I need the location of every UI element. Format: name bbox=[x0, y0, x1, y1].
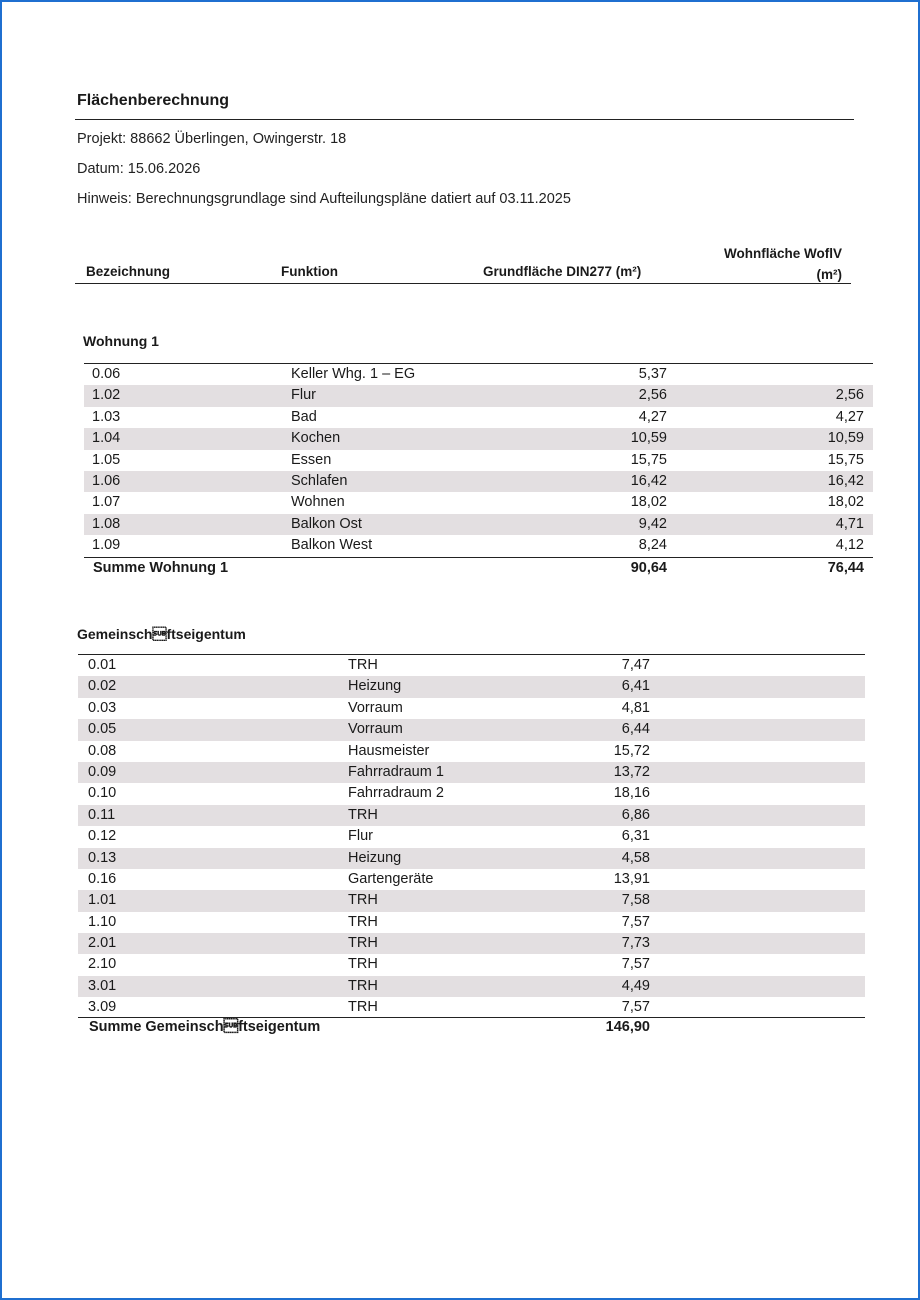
table-row bbox=[84, 471, 873, 492]
sum-label: Summe Gemeinschftseigentum bbox=[89, 1019, 321, 1035]
column-header-bezeichnung: Bezeichnung bbox=[86, 264, 171, 279]
cell-wohnflaeche: 10,59 bbox=[827, 430, 864, 447]
table-row bbox=[78, 976, 865, 997]
cell-bezeichnung: 1.08 bbox=[92, 515, 121, 532]
table-row bbox=[78, 826, 865, 847]
cell-grundflaeche: 15,72 bbox=[613, 742, 650, 759]
table-row bbox=[84, 535, 873, 556]
table-row bbox=[84, 385, 873, 406]
cell-grundflaeche: 4,58 bbox=[621, 849, 650, 866]
cell-bezeichnung: 0.09 bbox=[88, 763, 117, 780]
cell-funktion: Essen bbox=[291, 451, 332, 468]
cell-bezeichnung: 1.03 bbox=[92, 408, 121, 425]
column-header-wohnflaeche bbox=[682, 243, 842, 285]
table-row bbox=[84, 514, 873, 535]
cell-funktion: Gartengeräte bbox=[348, 870, 434, 887]
cell-funktion: Schlafen bbox=[291, 472, 348, 489]
cell-funktion: TRH bbox=[348, 977, 378, 994]
cell-funktion: TRH bbox=[348, 999, 378, 1016]
sum-grundflaeche: 90,64 bbox=[630, 560, 667, 576]
table-row bbox=[78, 741, 865, 762]
cell-grundflaeche: 7,57 bbox=[621, 956, 650, 973]
cell-funktion: Fahrradraum 2 bbox=[348, 785, 444, 802]
table-row bbox=[78, 890, 865, 911]
sum-label: Summe Wohnung 1 bbox=[93, 560, 229, 576]
cell-grundflaeche: 7,47 bbox=[621, 657, 650, 673]
cell-bezeichnung: 0.08 bbox=[88, 742, 117, 759]
table-row bbox=[84, 492, 873, 513]
column-header-grundflaeche: Grundfläche DIN277 (m²) bbox=[483, 264, 642, 279]
cell-bezeichnung: 0.16 bbox=[88, 870, 117, 887]
cell-funktion: Keller Whg. 1 – EG bbox=[291, 366, 416, 382]
cell-grundflaeche: 6,41 bbox=[621, 678, 650, 695]
cell-grundflaeche: 16,42 bbox=[630, 472, 667, 489]
cell-bezeichnung: 0.05 bbox=[88, 721, 117, 738]
cell-bezeichnung: 1.05 bbox=[92, 451, 121, 468]
column-header-wohnflaeche-line2: (m²) bbox=[816, 267, 842, 282]
cell-grundflaeche: 15,75 bbox=[630, 451, 667, 468]
cell-funktion: Kochen bbox=[291, 430, 341, 447]
cell-bezeichnung: 0.03 bbox=[88, 699, 117, 716]
column-header-wohnflaeche-line1: Wohnfläche WoflV bbox=[724, 246, 842, 261]
cell-wohnflaeche: 4,71 bbox=[835, 515, 864, 532]
document-title: Flächenberechnung bbox=[77, 92, 230, 109]
cell-funktion: TRH bbox=[348, 935, 378, 952]
table-row bbox=[84, 364, 873, 385]
cell-grundflaeche: 7,58 bbox=[621, 892, 650, 909]
cell-wohnflaeche: 4,27 bbox=[835, 408, 864, 425]
cell-bezeichnung: 0.06 bbox=[92, 366, 121, 382]
cell-grundflaeche: 13,72 bbox=[613, 763, 650, 780]
cell-grundflaeche: 7,73 bbox=[621, 935, 650, 952]
sum-row-gemeinschaft bbox=[78, 1017, 865, 1037]
table-row bbox=[84, 450, 873, 471]
cell-grundflaeche: 4,49 bbox=[621, 977, 650, 994]
table-row bbox=[78, 933, 865, 954]
cell-bezeichnung: 0.02 bbox=[88, 678, 117, 695]
cell-grundflaeche: 13,91 bbox=[613, 870, 650, 887]
sum-grundflaeche: 146,90 bbox=[605, 1019, 650, 1035]
cell-wohnflaeche: 4,12 bbox=[835, 537, 864, 554]
sum-row-wohnung1 bbox=[84, 558, 873, 578]
table-row bbox=[78, 805, 865, 826]
cell-funktion: TRH bbox=[348, 913, 378, 930]
cell-bezeichnung: 1.10 bbox=[88, 913, 117, 930]
cell-grundflaeche: 2,56 bbox=[638, 387, 667, 404]
section-title-gemeinschaft: Gemeinschftseigentum bbox=[77, 626, 246, 642]
header-divider bbox=[75, 283, 851, 284]
cell-bezeichnung: 3.09 bbox=[88, 999, 117, 1016]
cell-bezeichnung: 1.07 bbox=[92, 494, 121, 511]
cell-wohnflaeche: 15,75 bbox=[827, 451, 864, 468]
cell-funktion: Balkon West bbox=[291, 537, 373, 554]
cell-funktion: TRH bbox=[348, 956, 378, 973]
cell-funktion: Flur bbox=[291, 387, 316, 404]
cell-bezeichnung: 0.12 bbox=[88, 828, 117, 845]
cell-grundflaeche: 9,42 bbox=[638, 515, 667, 532]
cell-bezeichnung: 0.10 bbox=[88, 785, 117, 802]
wohnung1-table bbox=[84, 364, 873, 557]
table-row bbox=[78, 719, 865, 740]
table-row bbox=[78, 869, 865, 890]
section-title-wohnung1: Wohnung 1 bbox=[83, 333, 159, 349]
cell-funktion: TRH bbox=[348, 657, 378, 673]
title-divider bbox=[75, 119, 854, 120]
cell-bezeichnung: 1.04 bbox=[92, 430, 121, 447]
cell-funktion: TRH bbox=[348, 806, 378, 823]
table-row bbox=[84, 407, 873, 428]
cell-bezeichnung: 2.01 bbox=[88, 935, 117, 952]
cell-bezeichnung: 0.13 bbox=[88, 849, 117, 866]
cell-grundflaeche: 4,27 bbox=[638, 408, 667, 425]
cell-grundflaeche: 7,57 bbox=[621, 999, 650, 1016]
cell-grundflaeche: 6,31 bbox=[621, 828, 650, 845]
cell-grundflaeche: 4,81 bbox=[621, 699, 650, 716]
cell-bezeichnung: 1.09 bbox=[92, 537, 121, 554]
project-line: Projekt: 88662 Überlingen, Owingerstr. 18 bbox=[77, 131, 347, 147]
cell-grundflaeche: 10,59 bbox=[630, 430, 667, 447]
cell-funktion: TRH bbox=[348, 892, 378, 909]
cell-funktion: Wohnen bbox=[291, 494, 345, 511]
cell-bezeichnung: 3.01 bbox=[88, 977, 117, 994]
table-row bbox=[78, 848, 865, 869]
table-row bbox=[78, 655, 865, 676]
cell-bezeichnung: 0.01 bbox=[88, 657, 117, 673]
cell-bezeichnung: 1.01 bbox=[88, 892, 117, 909]
cell-funktion: Vorraum bbox=[348, 721, 403, 738]
cell-grundflaeche: 8,24 bbox=[638, 537, 667, 554]
column-header-funktion: Funktion bbox=[281, 264, 338, 279]
cell-grundflaeche: 18,16 bbox=[613, 785, 650, 802]
cell-bezeichnung: 1.06 bbox=[92, 472, 121, 489]
cell-funktion: Vorraum bbox=[348, 699, 403, 716]
cell-grundflaeche: 5,37 bbox=[638, 366, 667, 382]
cell-funktion: Bad bbox=[291, 408, 317, 425]
cell-wohnflaeche: 18,02 bbox=[827, 494, 864, 511]
table-row bbox=[78, 783, 865, 804]
cell-funktion: Balkon Ost bbox=[291, 515, 362, 532]
cell-grundflaeche: 6,44 bbox=[621, 721, 650, 738]
cell-grundflaeche: 18,02 bbox=[630, 494, 667, 511]
table-row bbox=[78, 912, 865, 933]
note-line: Hinweis: Berechnungsgrundlage sind Aufteilungspläne datiert auf 03.11.2025 bbox=[77, 191, 571, 207]
table-row bbox=[78, 762, 865, 783]
table-row bbox=[84, 428, 873, 449]
date-line: Datum: 15.06.2026 bbox=[77, 161, 201, 177]
table-row bbox=[78, 954, 865, 975]
table-row bbox=[78, 698, 865, 719]
gemeinschaft-table bbox=[78, 655, 865, 1019]
cell-funktion: Heizung bbox=[348, 678, 402, 695]
table-row bbox=[78, 676, 865, 697]
cell-funktion: Heizung bbox=[348, 849, 402, 866]
table-row bbox=[78, 997, 865, 1018]
cell-bezeichnung: 0.11 bbox=[88, 806, 116, 823]
cell-bezeichnung: 2.10 bbox=[88, 956, 117, 973]
cell-wohnflaeche: 2,56 bbox=[835, 387, 864, 404]
cell-funktion: Fahrradraum 1 bbox=[348, 763, 444, 780]
cell-bezeichnung: 1.02 bbox=[92, 387, 121, 404]
cell-wohnflaeche: 16,42 bbox=[827, 472, 864, 489]
cell-funktion: Flur bbox=[348, 828, 373, 845]
cell-funktion: Hausmeister bbox=[348, 742, 430, 759]
cell-grundflaeche: 7,57 bbox=[621, 913, 650, 930]
cell-grundflaeche: 6,86 bbox=[621, 806, 650, 823]
sum-wohnflaeche: 76,44 bbox=[827, 560, 864, 576]
